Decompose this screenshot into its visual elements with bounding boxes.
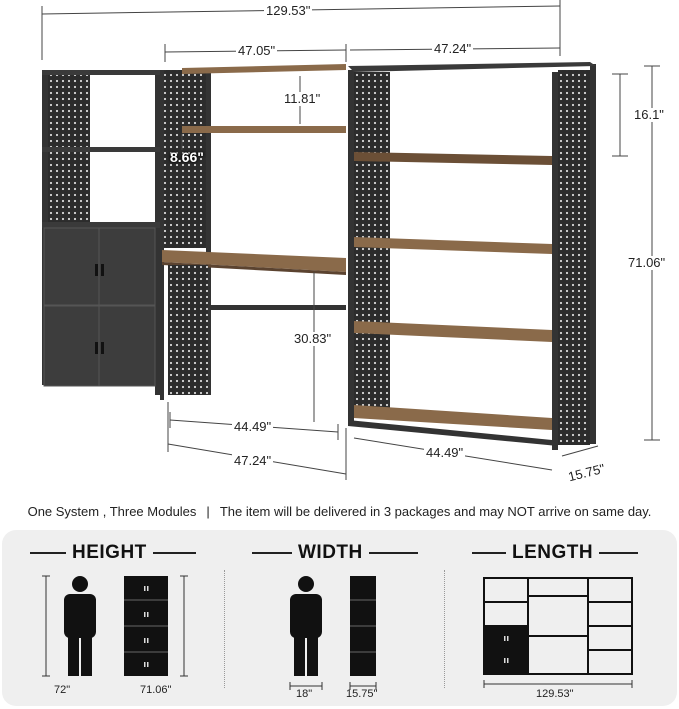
right-shelf-module [348,62,596,450]
dim-total-width: 129.53" [266,3,311,18]
left-cabinet-module [42,70,161,395]
cabinet-icon [124,576,168,676]
dim-shelf-gap: 11.81" [284,91,321,106]
length-unit-label: 129.53" [536,688,574,700]
cabinet-side-icon [350,576,376,676]
left-cabinet-top [42,222,161,228]
right-post-front-left [348,70,354,425]
dim-right-shelf-width-top: 47.24" [434,41,472,56]
cabinet-handle [101,264,104,276]
desk-side-panel [168,265,208,395]
width-illustration [272,570,402,700]
length-title: LENGTH [506,542,599,564]
person-icon [290,576,322,676]
width-title: WIDTH [292,542,369,564]
person-icon [64,576,96,676]
desk-top-shelf [182,64,346,74]
cabinet-door-upper-right [99,228,155,305]
length-illustration [476,574,642,694]
left-mid-shelf [42,147,161,152]
left-top-rail [42,70,161,75]
desk-post-left [160,70,164,400]
width-unit-label: 15.75" [346,688,378,700]
dim-top-shelf-gap: 16.1" [634,107,664,122]
panel-divider [224,570,225,688]
caption-system: One System , Three Modules [27,504,197,519]
caption-delivery-note: The item will be delivered in 3 packages and may NOT arrive on same day. [219,504,652,519]
dim-right-shelf-inner-width: 44.49" [426,445,464,460]
dim-small-gap: 8.66" [170,149,204,165]
width-person-label: 18" [296,688,313,700]
height-illustration [32,570,202,700]
cabinet-block-icon [484,626,528,674]
dim-desk-inner-width: 44.49" [234,419,272,434]
dim-desk-width-bottom: 47.24" [234,453,272,468]
cabinet-door-lower-right [99,306,155,386]
desk-crossbar [208,305,346,310]
right-post-front-right [552,72,558,450]
panel-divider [444,570,445,688]
dim-desk-width-top: 47.05" [238,43,276,58]
cabinet-handle [95,342,98,354]
height-unit-label: 71.06" [140,684,172,696]
right-pegboard-side [558,70,590,445]
dim-desk-height: 30.83" [294,331,332,346]
dim-depth: 15.75" [566,460,607,485]
desk-module [160,64,346,400]
delivery-caption [0,504,679,519]
cabinet-handle [95,264,98,276]
caption-separator: | [206,504,210,519]
dim-total-height: 71.06" [628,255,666,270]
right-post-back-right [590,64,596,444]
cabinet-handle [101,342,104,354]
cabinet-door-upper-left [44,228,99,305]
height-person-label: 72" [54,684,71,696]
comparison-panel [2,530,677,706]
desk-hutch-shelf [182,126,346,133]
cabinet-door-lower-left [44,306,99,386]
height-title: HEIGHT [66,542,153,564]
